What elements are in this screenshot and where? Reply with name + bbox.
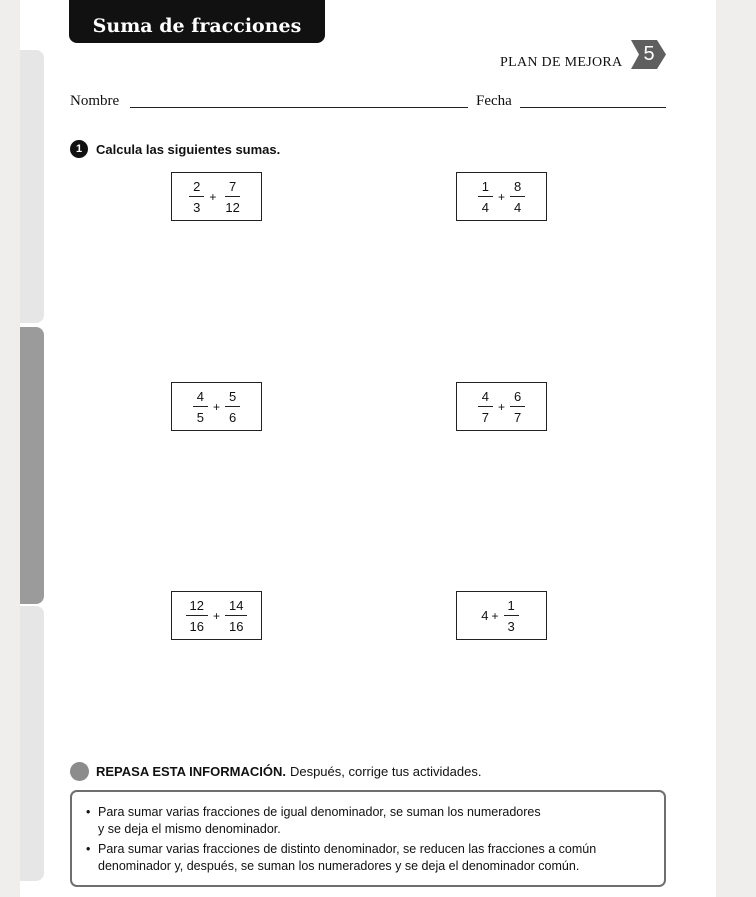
exercise-number: 1 (70, 140, 88, 158)
info-box (70, 790, 666, 887)
plus-sign: + (497, 189, 505, 204)
fraction: $\frac{8}{4}$ (510, 179, 525, 215)
review-title: REPASA ESTA INFORMACIÓN. (96, 764, 286, 779)
problem-box (171, 591, 262, 640)
fraction: $\frac{5}{6}$ (225, 389, 240, 425)
plus-sign: + (209, 189, 217, 204)
problem-box (171, 382, 262, 431)
fraction: $\frac{4}{5}$ (193, 389, 208, 425)
fraction: $\frac{4}{7}$ (478, 389, 493, 425)
info-item: • Para sumar varias fracciones de igual denominador, se suman los numeradores y se deja el mismo denominador. (98, 804, 644, 838)
review-heading (70, 762, 481, 781)
problem-box (456, 382, 547, 431)
name-field[interactable] (130, 107, 468, 108)
problem-box (456, 591, 547, 640)
fraction: $\frac{7}{12}$ (225, 178, 240, 215)
plus-sign: + (491, 608, 499, 623)
info-item: • Para sumar varias fracciones de distinto denominador, se reducen las fracciones a común denominador y, después, se suman los numeradores y se deja el denominador común. (98, 841, 644, 875)
side-tab-top (20, 50, 44, 323)
plan-label: PLAN DE MEJORA (500, 55, 623, 70)
plus-sign: + (212, 399, 220, 414)
date-field[interactable] (520, 107, 666, 108)
date-label: Fecha (476, 93, 512, 109)
plus-sign: + (212, 608, 220, 623)
whole-number: 4 (481, 608, 489, 623)
side-tab-bottom (20, 606, 44, 881)
problem-box (456, 172, 547, 221)
plus-sign: + (497, 399, 505, 414)
side-tab-active (20, 327, 44, 604)
name-label: Nombre (70, 93, 120, 109)
fraction: $\frac{1}{3}$ (504, 598, 519, 634)
unit-number: 5 (643, 43, 655, 65)
unit-badge (631, 40, 665, 69)
exercise-instruction: Calcula las siguientes sumas. (96, 141, 281, 157)
review-subtitle: Después, corrige tus actividades. (289, 764, 482, 779)
exercise-heading (70, 140, 280, 158)
fraction: $\frac{14}{16}$ (225, 598, 247, 634)
fraction: $\frac{2}{3}$ (189, 179, 204, 215)
problem-box (171, 172, 262, 221)
fraction: $\frac{6}{7}$ (510, 389, 525, 425)
review-bullet-icon (70, 762, 89, 781)
worksheet-title: Suma de fracciones (69, 0, 325, 43)
fraction: $\frac{12}{16}$ (186, 598, 208, 634)
fraction: $\frac{1}{4}$ (478, 179, 493, 215)
